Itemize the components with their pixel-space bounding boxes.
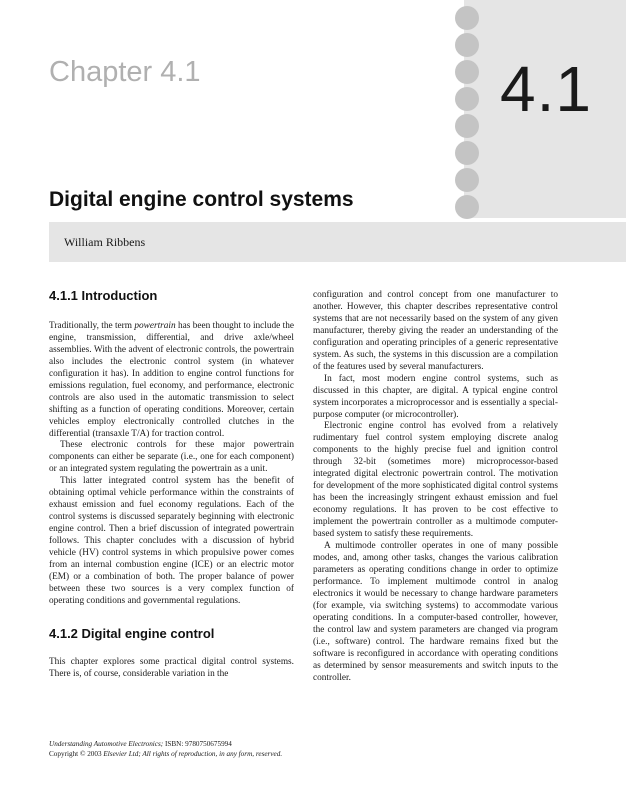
paragraph: Electronic engine control has evolved from a relatively rudimentary fuel control system employing discrete analog components to the highly precise fuel and ignition control through 32-bit (sometimes more) microprocessor-based integrated digital electronic powertrain control. The motivation for development of the more sophisticated digital control systems has been the increasingly stringent exhaust emission and fuel economy regulations. It has proven to be cost effective to implement the powertrain controller as a multimode computer-based system to satisfy these requirements.	[313, 421, 558, 540]
left-column	[49, 290, 294, 681]
chapter-title: Digital engine control systems	[49, 188, 354, 211]
right-column	[313, 290, 558, 684]
decorative-dot	[455, 6, 479, 30]
decorative-dot	[455, 33, 479, 57]
paragraph: Traditionally, the term powertrain has been thought to include the engine, transmission, differential, and drive axle/wheel assemblies. With the advent of electronic controls, the powertrain also includes the electronic control system (in whatever configuration it has). In addition to engine control functions for emissions regulation, fuel economy, and performance, electronic controls are also used in the automatic transmission to select shifting as a function of operating conditions. Moreover, certain vehicles employ electronically controlled clutches in the differential (transaxle T/A) for traction control.	[49, 320, 295, 439]
decorative-dot	[455, 141, 479, 165]
footer-citation	[49, 740, 282, 750]
decorative-dot-column	[455, 6, 481, 222]
author-band-extension	[466, 222, 626, 262]
book-title: Understanding Automotive Electronics;	[49, 740, 164, 748]
paragraph: A multimode controller operates in one of many possible modes, and, among other tasks, changes the various calibration parameters as operating conditions change in order to optimize performance. To implement multimode control in analog electronics it would be necessary to change hardware parameters (for example, via switching systems) to accommodate various operating conditions. In a computer-based controller, however, the control law and system parameters are changed via program (i.e., software) control. The hardware remains fixed but the software is reconfigured in accordance with operating conditions as determined by sensor measurements and switch inputs to the controller.	[313, 541, 558, 683]
chapter-big-number: 4.1	[500, 53, 592, 125]
section-heading-digital-engine-control: 4.1.2 Digital engine control	[49, 625, 215, 641]
paragraph: In fact, most modern engine control systems, such as discussed in this chapter, are digital. A typical engine control system incorporates a microprocessor and is essentially a special-purpose computer (or microcontroller).	[313, 373, 558, 420]
decorative-dot	[455, 114, 479, 138]
decorative-dot	[455, 87, 479, 111]
emphasis-term: powertrain	[134, 320, 176, 331]
chapter-label	[49, 56, 201, 89]
page-footer	[49, 740, 282, 759]
section-heading-introduction: 4.1.1 Introduction	[49, 288, 158, 303]
chapter-number: 4.1	[160, 56, 201, 88]
author-name: William Ribbens	[64, 235, 146, 249]
decorative-dot	[455, 195, 479, 219]
footer-copyright: Copyright © 2003 Elsevier Ltd; All rights of reproduction, in any form, reserved.	[49, 749, 283, 758]
decorative-dot	[455, 60, 479, 84]
paragraph: These electronic controls for these major powertrain components can either be separate (i.e., one for each component) or an integrated system regulating the powertrain as a unit.	[49, 440, 294, 475]
chapter-word: Chapter	[49, 56, 153, 88]
paragraph: configuration and control concept from one manufacturer to another. However, this chapter describes representative control systems that are not necessarily based on the system of any given manufacturer, thereby giving the reader an understanding of the configuration and operating principles of a generic representative system. As such, the systems in this discussion are a compilation of the features used by several manufacturers.	[313, 290, 558, 372]
decorative-dot	[455, 168, 479, 192]
paragraph: This latter integrated control system has the benefit of obtaining optimal vehicle performance within the constraints of exhaust emission and fuel economy regulations. Each of the control systems is discussed separately beginning with electronic engine control. Then a brief discussion of integrated powertrain follows. This chapter concludes with a discussion of hybrid vehicle (HV) control systems in which propulsive power comes from an internal combustion engine (ICE) or an electric motor (EM) or a combination of both. The proper balance of power between these two sources is a very complex function of operating conditions and governmental regulations.	[49, 476, 294, 606]
paragraph: This chapter explores some practical digital control systems. There is, of course, considerable variation in the	[49, 656, 294, 679]
isbn: ISBN: 9780750675994	[163, 740, 232, 748]
